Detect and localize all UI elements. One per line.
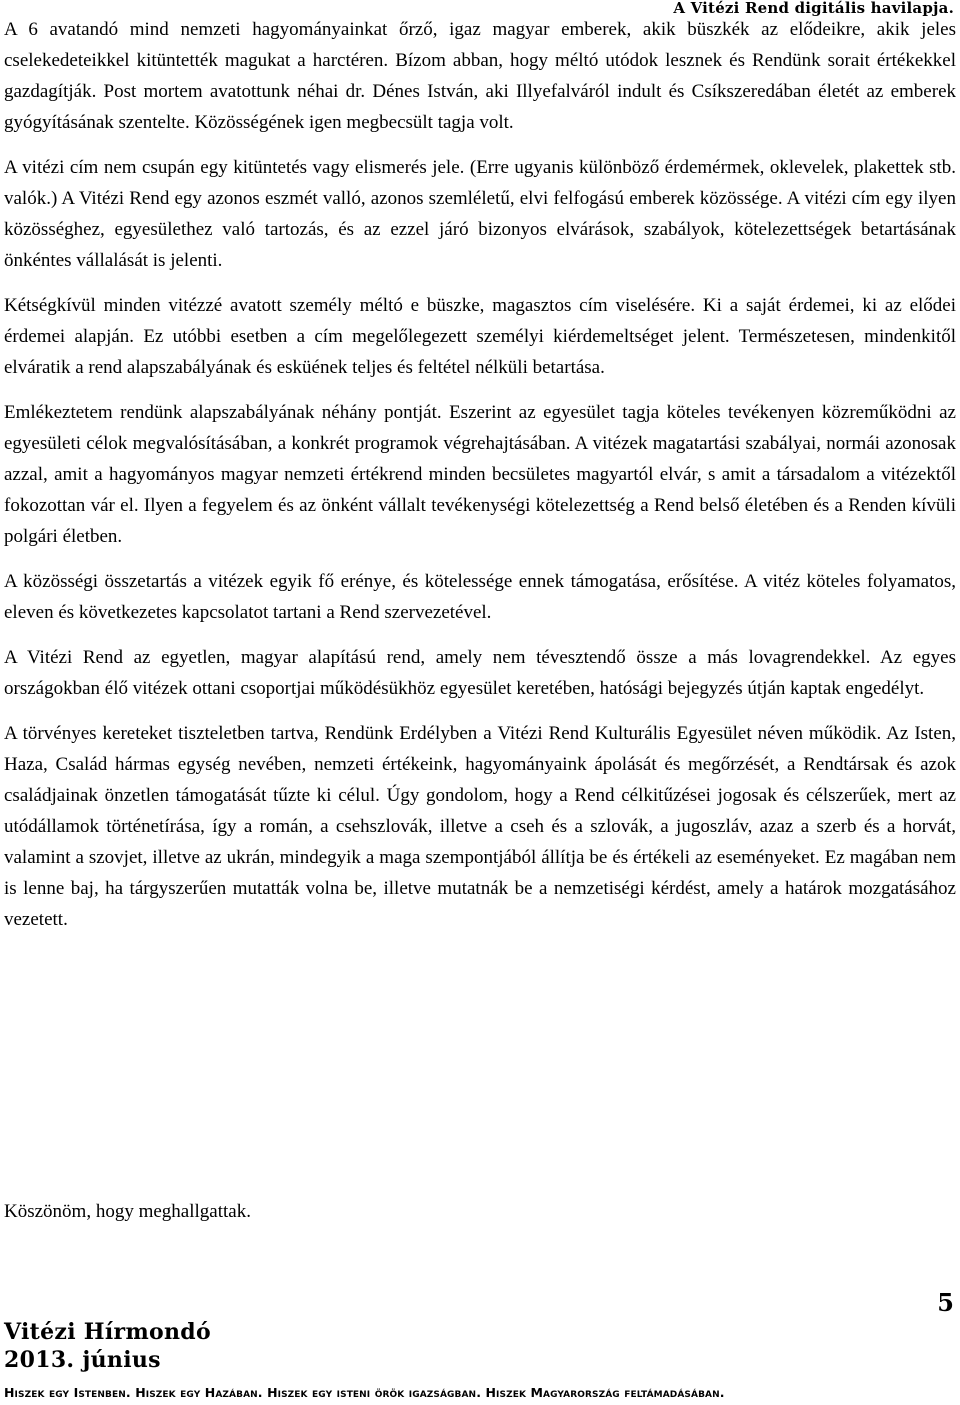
footer-motto: Hiszek egy Istenben. Hiszek egy Hazában. Hiszek egy isteni örök igazságban. Hiszek Magyarország feltámadásában.: [4, 1385, 725, 1400]
page-number: 5: [937, 1288, 954, 1317]
publication-title: Vitézi Hírmondó: [4, 1319, 211, 1345]
paragraph: A törvényes kereteket tiszteletben tartva, Rendünk Erdélyben a Vitézi Rend Kulturális Egyesület néven működik. Az Isten, Haza, Család hármas egység nevében, nemzeti értékeink, hagyományaink ápolását és megőrzését, a Rendtársak és azok családjainak önzetlen támogatását tűzte ki célul. Úgy gondolom, hogy a Rend célkitűzései jogosak és célszerűek, mert az utódállamok történetírása, így a román, a csehszlovák, illetve a cseh és a szlovák, a jugoszláv, azaz a szerb és a horvát, valamint a szovjet, illetve az ukrán, mindegyik a maga szempontjából állítja be és értékeli az eseményeket. Ez magában nem is lenne baj, ha tárgyszerűen mutatták volna be, illetve mutatnák be a nemzetiségi kérdést, amely a határok mozgatásához vezetett.: [4, 723, 956, 930]
closing-line: Köszönöm, hogy meghallgattak.: [4, 1201, 251, 1222]
footer-masthead: [4, 1318, 211, 1374]
issue-date: 2013. június: [4, 1347, 161, 1373]
article-body: [4, 14, 956, 949]
running-header: A Vitézi Rend digitális havilapja.: [673, 0, 954, 17]
paragraph: A Vitézi Rend az egyetlen, magyar alapítású rend, amely nem tévesztendő össze a más lovagrendekkel. Az egyes országokban élő vitézek ottani csoportjai működésükhöz egyesület keretében, hatósági bejegyzés útján kaptak engedélyt.: [4, 647, 956, 699]
paragraph: A 6 avatandó mind nemzeti hagyományainkat őrző, igaz magyar emberek, akik büszkék az elődeikre, akik jeles cselekedeteikkel kitüntették magukat a harctéren. Bízom abban, hogy méltó utódok lesznek és Rendünk sorait értékekkel gazdagítják. Post mortem avatottunk néhai dr. Dénes István, aki Illyefalváról indult és Csíkszeredában életét az emberek gyógyításának szentelte. Közösségének igen megbecsült tagja volt.: [4, 19, 956, 133]
paragraph: Kétségkívül minden vitézzé avatott személy méltó e büszke, magasztos cím viselésére. Ki a saját érdemei, ki az elődei érdemei alapján. Ez utóbbi esetben a cím megelőlegezett személyi kiérdemeltséget jelent. Természetesen, mindenkitől elváratik a rend alapszabályának és esküének teljes és feltétel nélküli betartása.: [4, 295, 956, 378]
paragraph: A közösségi összetartás a vitézek egyik fő erénye, és kötelessége ennek támogatása, erősítése. A vitéz köteles folyamatos, eleven és következetes kapcsolatot tartani a Rend szervezetével.: [4, 571, 956, 623]
paragraph: A vitézi cím nem csupán egy kitüntetés vagy elismerés jele. (Erre ugyanis különböző érdemérmek, oklevelek, plakettek stb. valók.) A Vitézi Rend egy azonos eszmét valló, azonos szemléletű, elvi felfogású emberek közössége. A vitézi cím egy ilyen közösséghez, egyesülethez való tartozás, és az ezzel járó bizonyos elvárások, szabályok, kötelezettségek betartásának önkéntes vállalását is jelenti.: [4, 157, 956, 271]
paragraph: Emlékeztetem rendünk alapszabályának néhány pontját. Eszerint az egyesület tagja köteles tevékenyen közreműködni az egyesületi célok megvalósításában, a konkrét programok végrehajtásában. A vitézek magatartási szabályai, normái azonosak azzal, amit a hagyományos magyar nemzeti értékrend minden becsületes magyartól elvár, s amit a társadalom a vitézektől fokozottan vár el. Ilyen a fegyelem és az önként vállalt tevékenységi kötelezettség a Rend belső életében és a Renden kívüli polgári életben.: [4, 402, 956, 547]
